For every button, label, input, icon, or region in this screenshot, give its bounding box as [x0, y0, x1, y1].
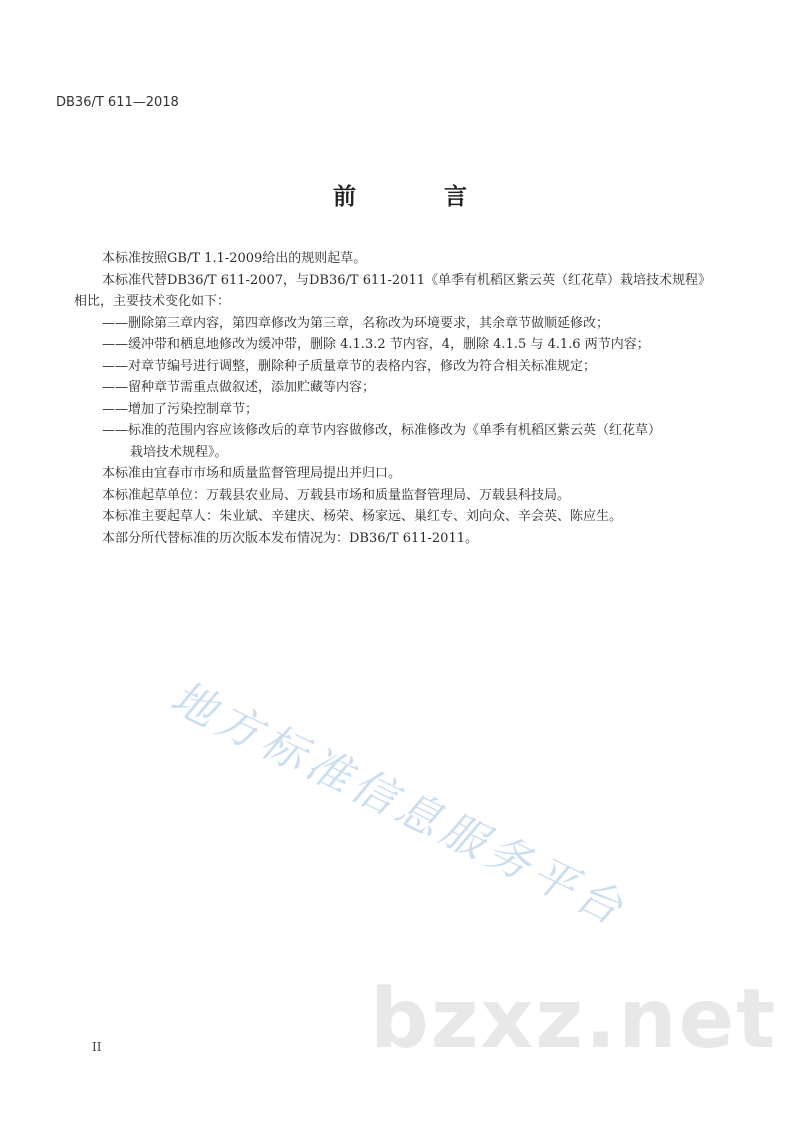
standard-code: DB36/T 611—2018 [56, 95, 179, 110]
watermark-english: bzxz.net [370, 972, 778, 1067]
paragraph-line: 本部分所代替标准的历次版本发布情况为：DB36/T 611-2011。 [102, 530, 478, 546]
paragraph-line: ——删除第三章内容，第四章修改为第三章，名称改为环境要求，其余章节做顺延修改； [102, 315, 610, 331]
foreword-body [74, 248, 734, 549]
paragraph-line: ——标准的范围内容应该修改后的章节内容做修改，标准修改为《单季有机稻区紫云英（红花草） [102, 423, 662, 438]
page-title: 前 言 [332, 184, 507, 210]
page-number: II [92, 1040, 102, 1054]
paragraph-line: 本标准起草单位：万载县农业局、万载县市场和质量监督管理局、万载县科技局。 [102, 487, 571, 503]
paragraph-line: 本标准主要起草人：朱业斌、辛建庆、杨荣、杨家远、巢红专、刘向众、辛会英、陈应生。 [102, 509, 623, 524]
paragraph-line: ——增加了污染控制章节； [102, 401, 259, 417]
paragraph-line: 本标准按照GB/T 1.1-2009给出的规则起草。 [102, 251, 367, 266]
paragraph-line: 本标准由宜春市市场和质量监督管理局提出并归口。 [102, 466, 402, 481]
paragraph-line: ——留种章节需重点做叙述，添加贮藏等内容； [102, 380, 376, 395]
paragraph-line: 栽培技术规程》。 [130, 444, 228, 460]
watermark-chinese: 地方标准信息服务平台 [162, 671, 635, 937]
paragraph-line: ——对章节编号进行调整，删除种子质量章节的表格内容，修改为符合相关标准规定； [102, 358, 597, 374]
paragraph-line: 相比，主要技术变化如下： [74, 294, 231, 309]
paragraph-line: ——缓冲带和栖息地修改为缓冲带，删除 4.1.3.2 节内容，4，删除 4.1.5 与 4.1.6 两节内容； [102, 337, 650, 352]
paragraph-line: 本标准代替DB36/T 611-2007，与DB36/T 611-2011《单季有机稻区紫云英（红花草）栽培技术规程》 [102, 272, 711, 288]
